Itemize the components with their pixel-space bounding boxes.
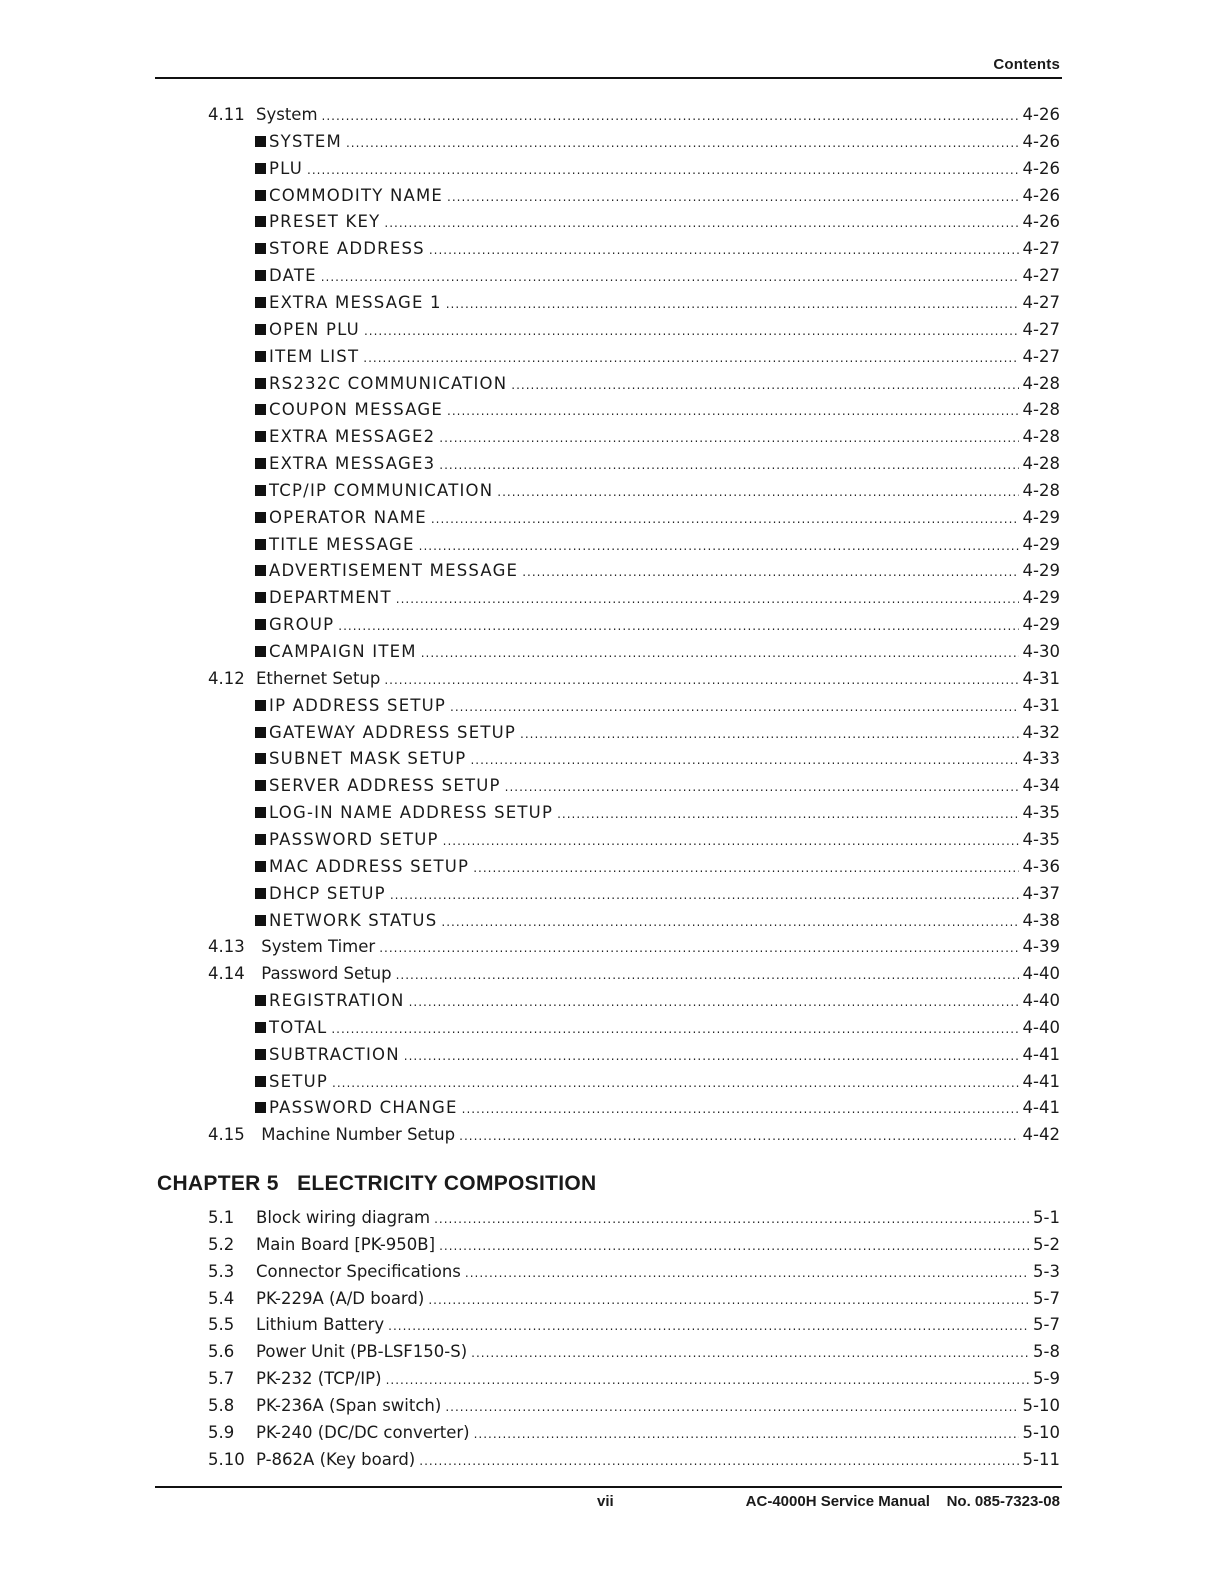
dot-leader — [459, 1123, 1018, 1150]
toc-subentry[interactable] — [255, 477, 1060, 504]
entry-label: PLU — [269, 158, 303, 178]
section-number: 5.2 — [208, 1234, 235, 1254]
entry-label: TCP/IP COMMUNICATION — [269, 480, 494, 500]
entry-label: CAMPAIGN ITEM — [269, 642, 417, 661]
entry-label: PK-229A (A/D board) — [256, 1288, 425, 1308]
footer-page-number: vii — [597, 1493, 614, 1510]
dot-leader — [429, 237, 1019, 264]
square-bullet-icon — [255, 646, 266, 657]
entry-label: EXTRA MESSAGE 1 — [269, 292, 442, 312]
entry-label: LOG-IN NAME ADDRESS SETUP — [269, 803, 554, 823]
dot-leader — [419, 533, 1019, 560]
dot-leader — [439, 425, 1018, 452]
toc-subentry[interactable] — [255, 504, 1060, 531]
page-reference: 5-8 — [1033, 1342, 1060, 1362]
square-bullet-icon — [255, 727, 266, 738]
toc-entry[interactable] — [208, 960, 1060, 987]
square-bullet-icon — [255, 539, 266, 550]
page-reference: 4-29 — [1022, 561, 1060, 581]
toc-subentry[interactable] — [255, 1094, 1060, 1121]
toc-subentry[interactable] — [255, 316, 1060, 343]
page-reference: 4-41 — [1022, 1071, 1060, 1091]
square-bullet-icon — [255, 1022, 266, 1033]
dot-leader — [511, 372, 1018, 399]
square-bullet-icon — [255, 915, 266, 926]
dot-leader — [520, 721, 1019, 748]
square-bullet-icon — [255, 888, 266, 899]
toc-entry[interactable] — [208, 1338, 1060, 1365]
toc-subentry[interactable] — [255, 584, 1060, 611]
section-number: 5.1 — [208, 1208, 235, 1227]
entry-label: PK-236A (Span switch) — [256, 1395, 442, 1415]
toc-subentry[interactable] — [255, 343, 1060, 370]
dot-leader — [462, 1096, 1019, 1123]
dot-leader — [446, 291, 1019, 318]
entry-label: ITEM LIST — [269, 346, 360, 366]
toc-subentry[interactable] — [255, 557, 1060, 584]
page-reference: 5-7 — [1033, 1315, 1060, 1335]
dot-leader — [390, 882, 1019, 909]
toc-entry[interactable] — [208, 101, 1060, 128]
page-reference: 4-26 — [1022, 105, 1060, 124]
square-bullet-icon — [255, 619, 266, 630]
dot-leader — [332, 1070, 1019, 1097]
square-bullet-icon — [255, 136, 266, 147]
page-reference: 4-32 — [1022, 722, 1060, 742]
toc-subentry[interactable] — [255, 155, 1060, 182]
entry-label: GATEWAY ADDRESS SETUP — [269, 722, 517, 742]
square-bullet-icon — [255, 995, 266, 1006]
square-bullet-icon — [255, 270, 266, 281]
page-reference: 4-41 — [1022, 1098, 1060, 1118]
page-reference: 4-29 — [1022, 507, 1060, 527]
toc-subentry[interactable] — [255, 208, 1060, 235]
dot-leader — [322, 103, 1019, 130]
page-reference: 4-26 — [1022, 212, 1060, 232]
square-bullet-icon — [255, 216, 266, 227]
entry-label: STORE ADDRESS — [269, 239, 425, 259]
square-bullet-icon — [255, 861, 266, 872]
square-bullet-icon — [255, 324, 266, 335]
toc-entry[interactable] — [208, 1446, 1060, 1473]
header-rule — [155, 77, 1062, 79]
dot-leader — [434, 1206, 1029, 1233]
page-reference: 4-28 — [1022, 427, 1060, 447]
toc-subentry[interactable] — [255, 745, 1060, 772]
section-number: 5.8 — [208, 1395, 235, 1415]
section-number: 5.10 — [208, 1449, 245, 1469]
toc-subentry[interactable] — [255, 396, 1060, 423]
page-reference: 5-10 — [1022, 1422, 1060, 1442]
section-number: 4.12 — [208, 668, 245, 688]
toc-subentry[interactable] — [255, 611, 1060, 638]
entry-label: SUBTRACTION — [269, 1044, 400, 1064]
page-reference: 4-40 — [1022, 1017, 1060, 1037]
page-reference: 4-27 — [1022, 346, 1060, 366]
square-bullet-icon — [255, 297, 266, 308]
section-number: 5.3 — [208, 1261, 235, 1281]
entry-label: OPEN PLU — [269, 319, 360, 339]
toc-subentry[interactable] — [255, 799, 1060, 826]
page-reference: 4-28 — [1022, 480, 1060, 500]
dot-leader — [445, 1394, 1018, 1421]
page-reference: 4-29 — [1022, 588, 1060, 608]
dot-leader — [439, 1233, 1029, 1260]
entry-label: TITLE MESSAGE — [269, 534, 415, 554]
dot-leader — [331, 1016, 1018, 1043]
toc-subentry[interactable] — [255, 907, 1060, 934]
square-bullet-icon — [255, 1049, 266, 1060]
toc-subentry[interactable] — [255, 182, 1060, 209]
page-reference: 4-29 — [1022, 615, 1060, 635]
page-reference: 4-27 — [1022, 292, 1060, 312]
dot-leader — [470, 747, 1018, 774]
dot-leader — [419, 1448, 1018, 1475]
section-number: 4.14 — [208, 964, 245, 984]
page-reference: 5-11 — [1022, 1449, 1060, 1469]
page-reference: 4-27 — [1022, 239, 1060, 259]
page-reference: 4-26 — [1022, 185, 1060, 205]
entry-label: PK-240 (DC/DC converter) — [256, 1422, 470, 1442]
entry-label: EXTRA MESSAGE3 — [269, 454, 436, 474]
page-reference: 4-41 — [1022, 1044, 1060, 1064]
dot-leader — [388, 1313, 1029, 1340]
square-bullet-icon — [255, 1102, 266, 1113]
toc-entry[interactable] — [208, 1121, 1060, 1148]
dot-leader — [384, 210, 1018, 237]
dot-leader — [384, 667, 1018, 694]
square-bullet-icon — [255, 834, 266, 845]
entry-label: PRESET KEY — [269, 212, 381, 232]
entry-label: P-862A (Key board) — [256, 1449, 416, 1469]
square-bullet-icon — [255, 243, 266, 254]
toc-entry[interactable] — [208, 665, 1060, 692]
entry-label: IP ADDRESS SETUP — [269, 695, 447, 715]
square-bullet-icon — [255, 700, 266, 711]
square-bullet-icon — [255, 512, 266, 523]
entry-label: OPERATOR NAME — [269, 507, 427, 527]
entry-label: MAC ADDRESS SETUP — [269, 856, 470, 876]
dot-leader — [473, 855, 1018, 882]
page-reference: 4-35 — [1022, 803, 1060, 823]
toc-subentry[interactable] — [255, 262, 1060, 289]
dot-leader — [447, 398, 1019, 425]
entry-label: ADVERTISEMENT MESSAGE — [269, 561, 519, 581]
dot-leader — [364, 318, 1019, 345]
toc-subentry[interactable] — [255, 1068, 1060, 1095]
page-reference: 4-36 — [1022, 856, 1060, 876]
page-reference: 4-31 — [1022, 668, 1060, 688]
dot-leader — [474, 1421, 1019, 1448]
page-reference: 5-10 — [1022, 1395, 1060, 1415]
square-bullet-icon — [255, 378, 266, 389]
toc-subentry[interactable] — [255, 719, 1060, 746]
entry-label: Block wiring diagram — [256, 1208, 431, 1227]
dot-leader — [497, 479, 1018, 506]
dot-leader — [363, 345, 1018, 372]
chapter-heading: CHAPTER 5 ELECTRICITY COMPOSITION — [157, 1172, 597, 1195]
section-number: 5.4 — [208, 1288, 235, 1308]
square-bullet-icon — [255, 163, 266, 174]
section-number: 4.11 — [208, 105, 245, 124]
page-reference: 4-28 — [1022, 454, 1060, 474]
entry-label: COMMODITY NAME — [269, 185, 444, 205]
dot-leader — [404, 1043, 1019, 1070]
toc-subentry[interactable] — [255, 128, 1060, 155]
toc-subentry[interactable] — [255, 1041, 1060, 1068]
page-reference: 4-35 — [1022, 829, 1060, 849]
entry-label: Password Setup — [256, 964, 392, 984]
dot-leader — [450, 694, 1019, 721]
entry-label: System — [256, 105, 318, 124]
square-bullet-icon — [255, 807, 266, 818]
dot-leader — [346, 130, 1019, 157]
section-number: 5.5 — [208, 1315, 235, 1335]
toc-entry[interactable] — [208, 1365, 1060, 1392]
section-number: 5.9 — [208, 1422, 235, 1442]
page-reference: 4-28 — [1022, 373, 1060, 393]
entry-label: DATE — [269, 266, 317, 286]
entry-label: REGISTRATION — [269, 991, 405, 1011]
toc-subentry[interactable] — [255, 450, 1060, 477]
square-bullet-icon — [255, 565, 266, 576]
toc-subentry[interactable] — [255, 235, 1060, 262]
page-reference: 4-34 — [1022, 776, 1060, 796]
entry-label: Connector Specifications — [256, 1261, 461, 1281]
square-bullet-icon — [255, 431, 266, 442]
page-reference: 5-1 — [1033, 1208, 1060, 1227]
page-reference: 4-26 — [1022, 131, 1060, 151]
toc-subentry[interactable] — [255, 772, 1060, 799]
dot-leader — [431, 506, 1019, 533]
dot-leader — [386, 1367, 1029, 1394]
page-reference: 4-40 — [1022, 964, 1060, 984]
square-bullet-icon — [255, 485, 266, 496]
toc-subentry[interactable] — [255, 531, 1060, 558]
toc-entry[interactable] — [208, 1285, 1060, 1312]
page-reference: 4-27 — [1022, 266, 1060, 286]
dot-leader — [428, 1287, 1029, 1314]
entry-label: DHCP SETUP — [269, 883, 386, 903]
entry-label: PASSWORD CHANGE — [269, 1098, 458, 1118]
page-reference: 4-28 — [1022, 400, 1060, 420]
page-reference: 4-39 — [1022, 937, 1060, 957]
dot-leader — [307, 157, 1019, 184]
square-bullet-icon — [255, 458, 266, 469]
square-bullet-icon — [255, 753, 266, 764]
entry-label: EXTRA MESSAGE2 — [269, 427, 436, 447]
page-reference: 5-2 — [1033, 1234, 1060, 1254]
footer-rule — [155, 1486, 1062, 1488]
entry-label: RS232C COMMUNICATION — [269, 373, 508, 393]
dot-leader — [396, 962, 1019, 989]
dot-leader — [321, 264, 1019, 291]
section-number: 5.7 — [208, 1369, 235, 1389]
page-reference: 4-26 — [1022, 158, 1060, 178]
entry-label: Power Unit (PB-LSF150-S) — [256, 1342, 468, 1362]
entry-label: PASSWORD SETUP — [269, 829, 439, 849]
dot-leader — [421, 640, 1019, 667]
page-reference: 5-7 — [1033, 1288, 1060, 1308]
dot-leader — [379, 935, 1018, 962]
page-reference: 4-40 — [1022, 991, 1060, 1011]
dot-leader — [439, 452, 1018, 479]
page-reference: 4-30 — [1022, 642, 1060, 661]
dot-leader — [465, 1260, 1029, 1287]
square-bullet-icon — [255, 404, 266, 415]
entry-label: SYSTEM — [269, 131, 342, 151]
toc-subentry[interactable] — [255, 826, 1060, 853]
entry-label: Main Board [PK-950B] — [256, 1234, 436, 1254]
toc-entry[interactable] — [208, 1392, 1060, 1419]
dot-leader — [505, 774, 1019, 801]
dot-leader — [557, 801, 1018, 828]
entry-label: Ethernet Setup — [256, 668, 381, 688]
toc-subentry[interactable] — [255, 987, 1060, 1014]
dot-leader — [443, 828, 1019, 855]
page-reference: 5-9 — [1033, 1369, 1060, 1389]
entry-label: Machine Number Setup — [256, 1125, 456, 1145]
entry-label: SERVER ADDRESS SETUP — [269, 776, 501, 796]
footer-manual-id: AC-4000H Service Manual No. 085-7323-08 — [745, 1493, 1060, 1510]
toc-entry[interactable] — [208, 1231, 1060, 1258]
dot-leader — [447, 184, 1019, 211]
toc-entry[interactable] — [208, 1258, 1060, 1285]
page-reference: 4-29 — [1022, 534, 1060, 554]
dot-leader — [471, 1340, 1029, 1367]
section-number: 4.13 — [208, 937, 245, 957]
entry-label: NETWORK STATUS — [269, 910, 438, 930]
square-bullet-icon — [255, 592, 266, 603]
entry-label: DEPARTMENT — [269, 588, 392, 608]
toc-entry[interactable] — [208, 1419, 1060, 1446]
section-number: 4.15 — [208, 1125, 245, 1145]
square-bullet-icon — [255, 780, 266, 791]
square-bullet-icon — [255, 1076, 266, 1087]
toc-subentry[interactable] — [255, 423, 1060, 450]
entry-label: COUPON MESSAGE — [269, 400, 444, 420]
page-reference: 4-33 — [1022, 749, 1060, 769]
dot-leader — [441, 909, 1018, 936]
entry-label: PK-232 (TCP/IP) — [256, 1369, 382, 1389]
toc-entry[interactable] — [208, 1311, 1060, 1338]
page-reference: 5-3 — [1033, 1261, 1060, 1281]
page-reference: 4-31 — [1022, 695, 1060, 715]
toc-subentry[interactable] — [255, 692, 1060, 719]
entry-label: SUBNET MASK SETUP — [269, 749, 467, 769]
toc-subentry[interactable] — [255, 1014, 1060, 1041]
toc-entry[interactable] — [208, 1204, 1060, 1231]
page-reference: 4-27 — [1022, 319, 1060, 339]
square-bullet-icon — [255, 351, 266, 362]
toc-subentry[interactable] — [255, 289, 1060, 316]
page-reference: 4-42 — [1022, 1125, 1060, 1145]
page-reference: 4-37 — [1022, 883, 1060, 903]
dot-leader — [522, 559, 1018, 586]
toc-entry[interactable] — [208, 933, 1060, 960]
toc-subentry[interactable] — [255, 638, 1060, 665]
dot-leader — [396, 586, 1019, 613]
square-bullet-icon — [255, 190, 266, 201]
entry-label: Lithium Battery — [256, 1315, 385, 1335]
page-reference: 4-38 — [1022, 910, 1060, 930]
section-number: 5.6 — [208, 1342, 235, 1362]
toc-subentry[interactable] — [255, 853, 1060, 880]
dot-leader — [338, 613, 1018, 640]
dot-leader — [409, 989, 1019, 1016]
toc-subentry[interactable] — [255, 370, 1060, 397]
entry-label: SETUP — [269, 1071, 329, 1091]
entry-label: System Timer — [256, 937, 376, 957]
entry-label: TOTAL — [269, 1017, 328, 1037]
toc-subentry[interactable] — [255, 880, 1060, 907]
entry-label: GROUP — [269, 615, 335, 635]
running-header-title: Contents — [993, 56, 1060, 73]
